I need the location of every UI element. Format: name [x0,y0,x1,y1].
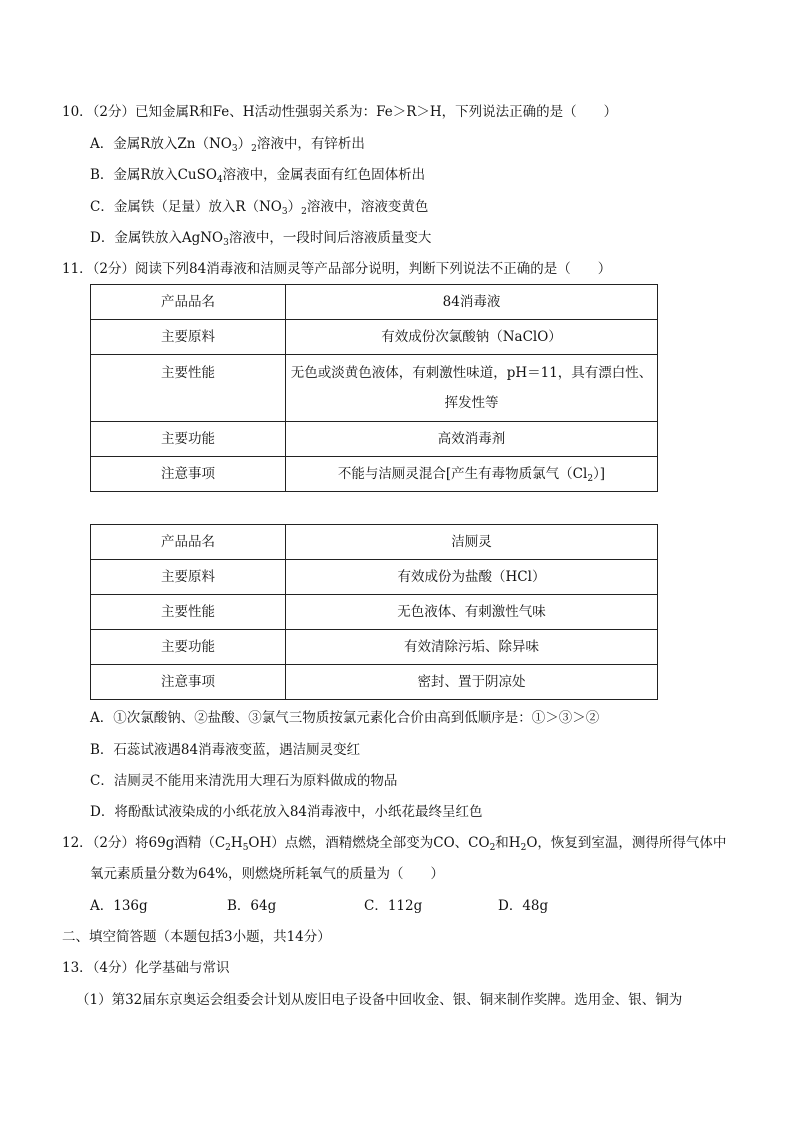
q10-option-d: D．金属铁放入AgNO$_3$溶液中，一段时间后溶液质量变大 [90,230,432,248]
table-cell: 注意事项 [91,665,286,700]
table-row [91,457,658,492]
q12-stem: 12．（2分）将69g酒精$(C_2H_5OH)$点燃，酒精燃烧全部变为CO、$CO_2$和$H_2O$，恢复到室温，测得所得气体中 [62,835,727,853]
table-row [91,422,658,457]
q11-stem: 11．（2分）阅读下列84消毒液和洁厕灵等产品部分说明，判断下列说法不正确的是（ ） [62,261,612,277]
table-cell: 有效成份次氯酸钠（NaClO） [286,320,658,355]
table-row [91,320,658,355]
table-row [91,630,658,665]
product-table-84 [90,284,658,492]
table-cell: 有效成份为盐酸（HCl） [286,560,658,595]
table-cell: 洁厕灵 [286,525,658,560]
q10-option-c: C．金属铁（足量）放入$R(NO_3)_2$溶液中，溶液变黄色 [90,199,429,217]
table-cell: 主要性能 [91,355,286,422]
table-cell: 产品品名 [91,285,286,320]
table-cell: 高效消毒剂 [286,422,658,457]
table-cell: 有效清除污垢、除异味 [286,630,658,665]
table-cell: 产品品名 [91,525,286,560]
table-cell: 主要原料 [91,320,286,355]
table-cell: 84消毒液 [286,285,658,320]
q11-option-d: D．将酚酞试液染成的小纸花放入84消毒液中，小纸花最终呈红色 [90,804,483,820]
q13-subquestion-1: （1）第32届东京奥运会组委会计划从废旧电子设备中回收金、银、铜来制作奖牌。选用金、银、铜为 [76,992,683,1008]
table-cell: 主要性能 [91,595,286,630]
q13-stem: 13．（4分）化学基础与常识 [62,960,230,976]
q12-stem-line2: 氧元素质量分数为64%，则燃烧所耗氧气的质量为（ ） [90,866,445,882]
table-row [91,595,658,630]
section-heading: 二、填空简答题（本题包括3小题，共14分） [62,929,331,945]
table-cell: 无色液体、有刺激性气味 [286,595,658,630]
table-row [91,525,658,560]
table-row [91,560,658,595]
table-cell: 不能与洁厕灵混合[产生有毒物质氯气$(Cl_2)$] [286,457,658,492]
table-cell: 主要原料 [91,560,286,595]
q11-option-c: C．洁厕灵不能用来清洗用大理石为原料做成的物品 [90,773,398,789]
q12-option-d: D．48g [498,898,549,914]
table-cell: 注意事项 [91,457,286,492]
table-row [91,355,658,422]
q10-option-a: A．金属R放入$Zn(NO_3)_2$溶液中，有锌析出 [90,136,365,154]
q10-stem: 10．（2分）已知金属R和Fe、H活动性强弱关系为：Fe＞R＞H，下列说法正确的是（ ） [62,104,618,120]
q12-option-c: C．112g [364,898,423,914]
table-cell: 密封、置于阴凉处 [286,665,658,700]
table-row [91,285,658,320]
table-cell: 主要功能 [91,630,286,665]
q12-option-a: A．136g [90,898,148,914]
q12-option-b: B．64g [227,898,277,914]
product-table-cleaner [90,524,658,700]
q11-option-b: B．石蕊试液遇84消毒液变蓝，遇洁厕灵变红 [90,742,361,758]
q10-option-b: B．金属R放入CuSO$_4$溶液中，金属表面有红色固体析出 [90,167,426,185]
table-row [91,665,658,700]
q11-option-a: A．①次氯酸钠、②盐酸、③氯气三物质按氯元素化合价由高到低顺序是：①＞③＞② [90,710,600,726]
table-cell: 无色或淡黄色液体，有刺激性味道，pH＝11，具有漂白性、 挥发性等 [286,355,658,422]
table-cell: 主要功能 [91,422,286,457]
